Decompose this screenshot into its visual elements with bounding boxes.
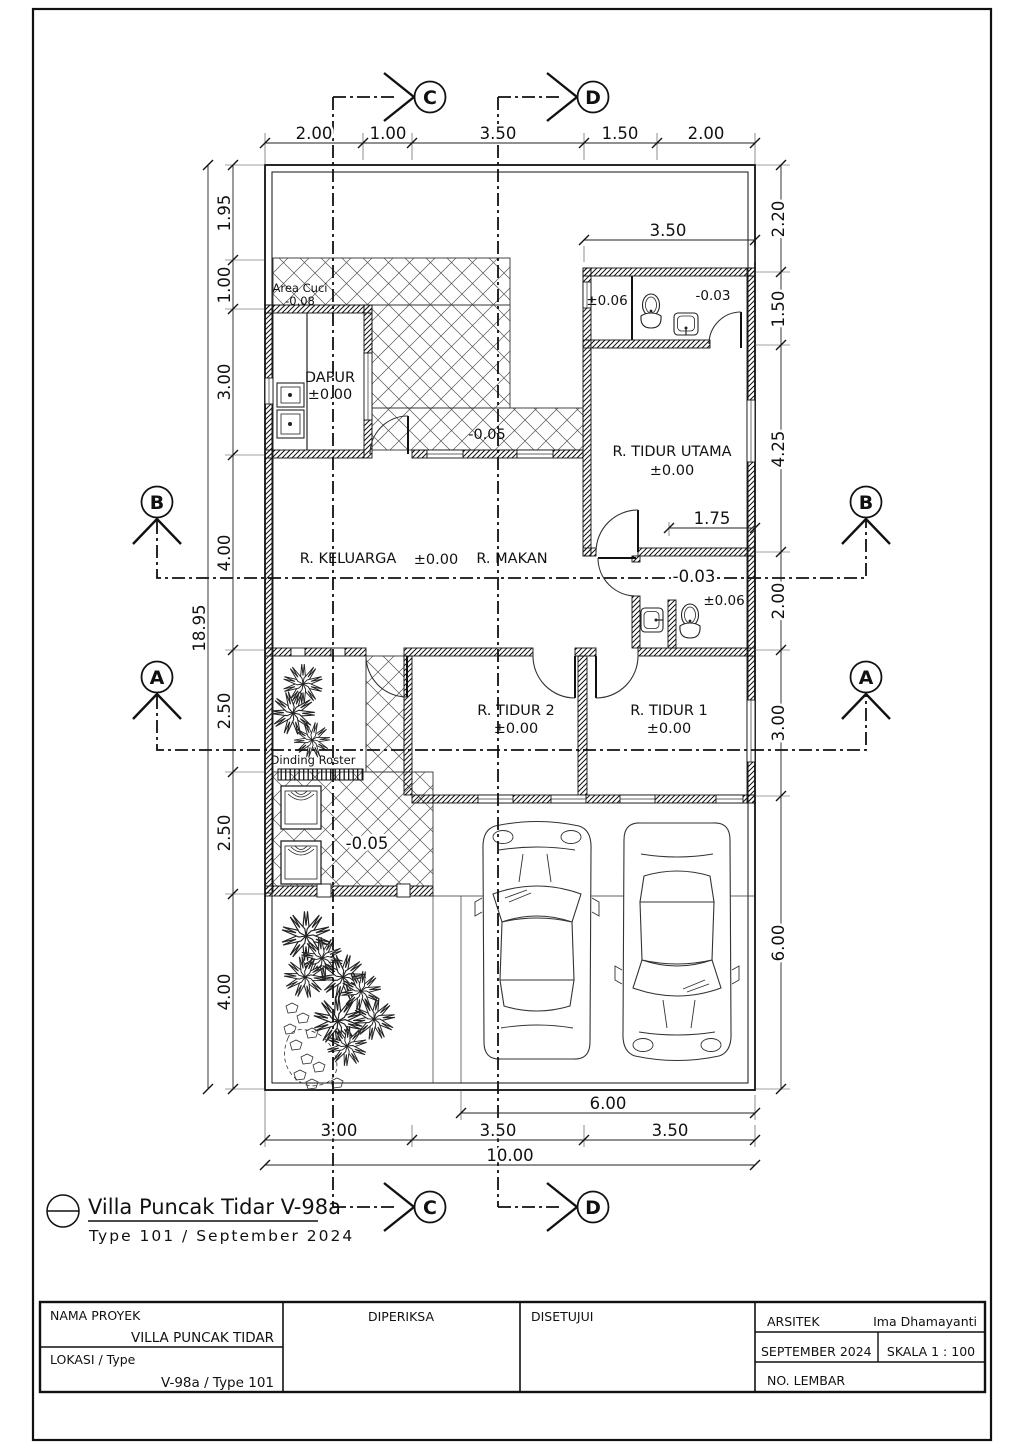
section-marker-b-right: [842, 487, 890, 545]
title-block: [40, 1302, 985, 1392]
dim-bottom-2: 3.50: [651, 1121, 689, 1140]
dim-right-2: 4.25: [769, 430, 788, 468]
level-bath-mid-toilet: ±0.06: [703, 593, 745, 609]
dim-right-4: 3.00: [769, 704, 788, 742]
door-arc: [709, 312, 741, 348]
dim-left-2: 3.00: [215, 363, 234, 401]
level-tidur-2: ±0.00: [493, 721, 539, 737]
dim-left-6: 4.00: [215, 973, 234, 1011]
dim-bottom-1: 3.50: [479, 1121, 517, 1140]
drawing-title-text: Villa Puncak Tidar V-98a: [88, 1195, 341, 1219]
level-tidur-utama: ±0.00: [649, 463, 695, 479]
door-arc: [596, 510, 638, 552]
door-arc: [596, 656, 638, 698]
lokasi-label: LOKASI / Type: [50, 1352, 136, 1367]
section-marker-a-left: [133, 662, 181, 720]
room-label-tidur-2: R. TIDUR 2: [477, 703, 555, 719]
no-lembar-label: NO. LEMBAR: [767, 1373, 846, 1388]
dim-left-4: 2.50: [215, 692, 234, 730]
room-label-tidur-1: R. TIDUR 1: [630, 703, 708, 719]
nama-proyek-value: VILLA PUNCAK TIDAR: [130, 1330, 274, 1346]
chair-icon: [281, 786, 321, 829]
room-label-tidur-utama: R. TIDUR UTAMA: [612, 444, 732, 460]
room-label-keluarga: R. KELUARGA: [299, 551, 397, 567]
diperiksa-label: DIPERIKSA: [367, 1309, 435, 1324]
svg-text:B: B: [858, 492, 874, 514]
dim-top-1: 1.00: [369, 124, 407, 143]
level-bath-top: -0.03: [695, 288, 731, 304]
svg-text:D: D: [585, 1197, 601, 1219]
dim-left-5: 2.50: [215, 814, 234, 852]
dim-master-door: 1.75: [693, 509, 731, 528]
level-area-cuci: -0.08: [285, 294, 315, 308]
level-keluarga: ±0.00: [413, 552, 459, 568]
label-dinding-roster: Dinding Roster: [270, 753, 356, 767]
toilet-icon: [641, 294, 661, 328]
level-dapur: ±0.00: [307, 387, 353, 403]
drawing-subtitle-text: Type 101 / September 2024: [89, 1227, 355, 1245]
dim-top-3: 1.50: [601, 124, 639, 143]
date-value: SEPTEMBER 2024: [761, 1344, 872, 1359]
dim-right-0: 2.20: [769, 200, 788, 238]
dim-left-3: 4.00: [215, 534, 234, 572]
roster-wall: [278, 769, 363, 780]
disetujui-label: DISETUJUI: [531, 1309, 594, 1324]
dim-left-0: 1.95: [215, 194, 234, 232]
door-arc: [598, 558, 636, 596]
car-icon: [615, 823, 739, 1061]
door-arc: [533, 656, 575, 698]
level-corridor: -0.05: [468, 427, 506, 443]
dim-bottom-inner: 6.00: [589, 1094, 627, 1113]
dim-left-total: 18.95: [190, 604, 209, 652]
dim-bath-width: 3.50: [649, 221, 687, 240]
level-tidur-1: ±0.00: [646, 721, 692, 737]
chair-icon: [281, 841, 321, 884]
basin-icon: [674, 313, 698, 335]
svg-text:C: C: [423, 87, 437, 109]
kitchen-counter: [277, 313, 307, 450]
svg-text:C: C: [423, 1197, 437, 1219]
drawing-title: [47, 1195, 354, 1245]
dim-right-1: 1.50: [769, 290, 788, 328]
dim-bottom-0: 3.00: [320, 1121, 358, 1140]
dim-right-5: 6.00: [769, 924, 788, 962]
section-line-b: [157, 521, 866, 578]
svg-text:A: A: [149, 667, 165, 689]
dim-top-0: 2.00: [295, 124, 333, 143]
dim-top-2: 3.50: [479, 124, 517, 143]
dim-right-3: 2.00: [769, 582, 788, 620]
arsitek-label: ARSITEK: [767, 1314, 820, 1329]
level-bath-top-shower: ±0.06: [586, 293, 628, 309]
dim-top-4: 2.00: [687, 124, 725, 143]
svg-text:B: B: [149, 492, 165, 514]
basin-icon: [641, 608, 663, 632]
room-label-area-cuci: Area Cuci: [272, 281, 328, 295]
dim-bottom-total: 10.00: [486, 1146, 534, 1165]
nama-proyek-label: NAMA PROYEK: [50, 1308, 141, 1323]
toilet-icon: [680, 604, 700, 638]
svg-text:D: D: [585, 87, 601, 109]
dim-left-1: 1.00: [215, 266, 234, 304]
level-terrace: -0.05: [345, 834, 389, 853]
car-icon: [475, 822, 599, 1060]
svg-text:A: A: [858, 667, 874, 689]
room-label-dapur: DAPUR: [304, 370, 356, 386]
section-marker-b-left: [133, 487, 181, 545]
lokasi-value: V-98a / Type 101: [161, 1375, 274, 1391]
skala-value: SKALA 1 : 100: [886, 1344, 976, 1359]
room-label-makan: R. MAKAN: [476, 551, 548, 567]
arsitek-value: Ima Dhamayanti: [873, 1314, 977, 1329]
level-bath-mid: -0.03: [672, 567, 716, 586]
